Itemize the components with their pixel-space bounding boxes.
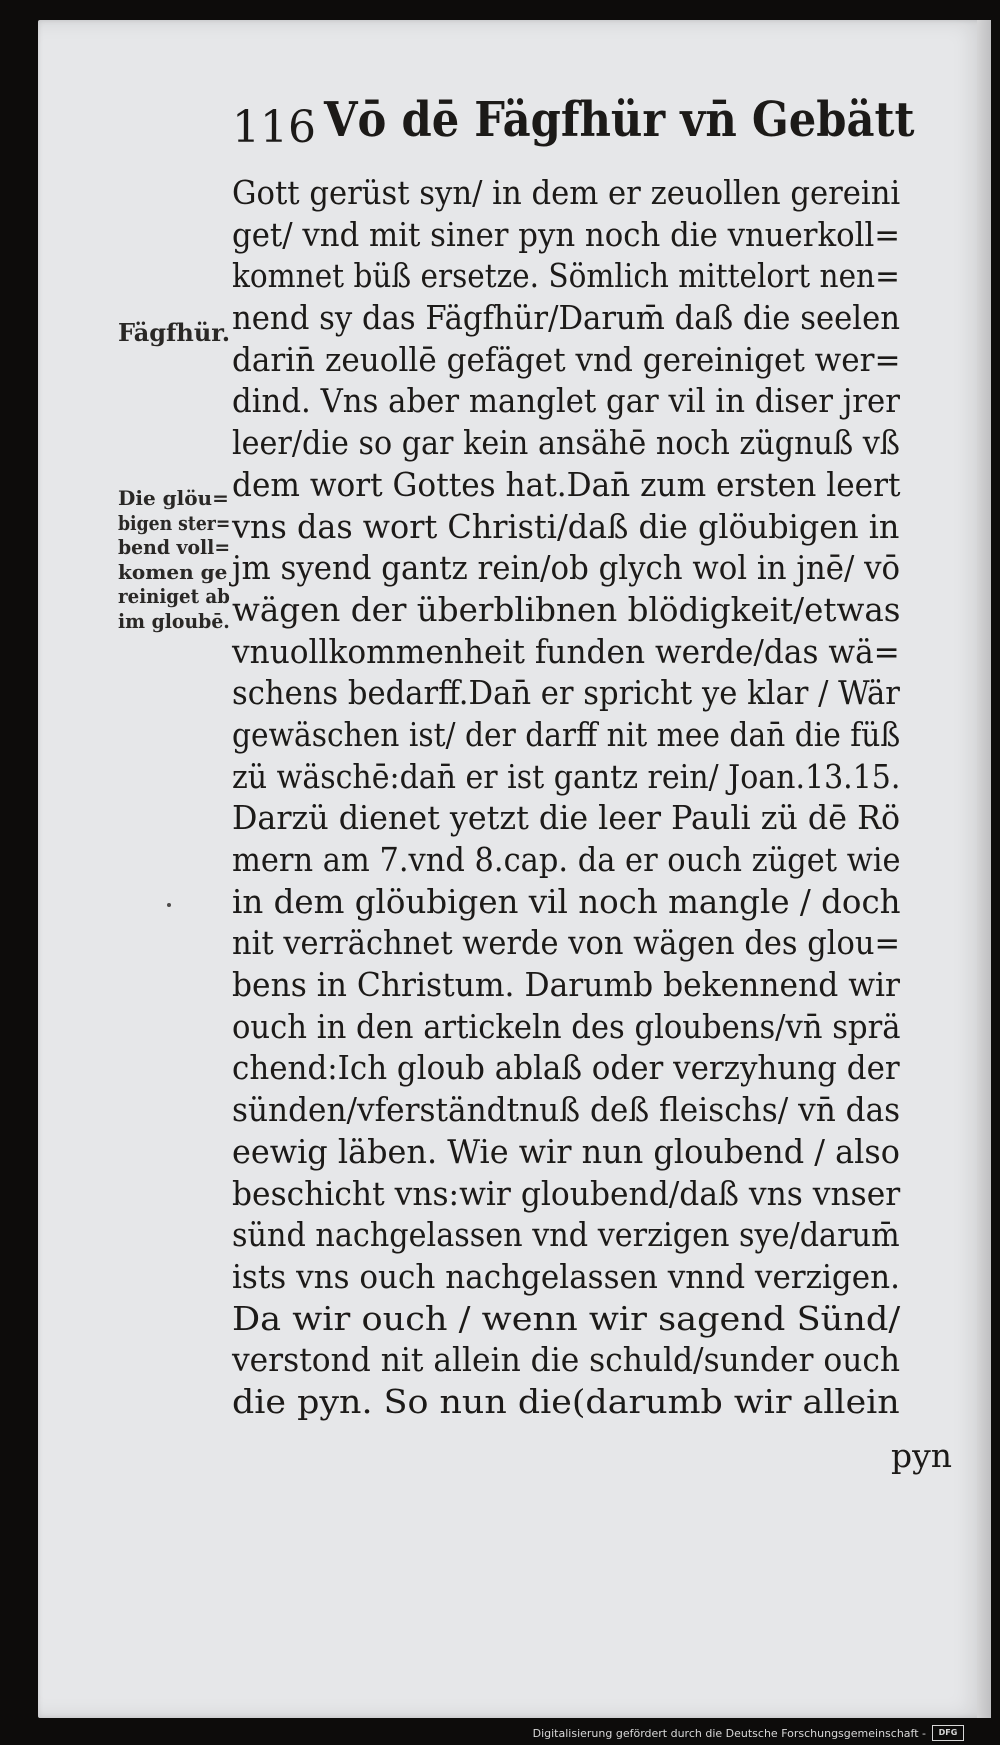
- text-line: die pyn. So nun die(darumb wir allein: [232, 1381, 900, 1421]
- page-edge: [977, 20, 991, 1718]
- page-number: 116: [232, 102, 316, 153]
- dfg-logo-icon: DFG: [932, 1725, 964, 1741]
- text-line: dind. Vns aber manglet gar vil in diser jrer: [232, 381, 900, 421]
- marginal-note-line: reiniget ab: [118, 584, 230, 608]
- digitization-credit: [533, 1723, 964, 1743]
- text-line: Gott gerüst syn/ in dem er zeuollen gereini: [232, 173, 901, 212]
- text-line: beschicht vns:wir gloubend/daß vns vnser: [232, 1173, 901, 1213]
- text-line: mern am 7.vnd 8.cap. da er ouch züget wie: [232, 840, 901, 879]
- running-title: Vō dē Fägfhür vn̄ Gebätt: [324, 92, 915, 148]
- page-header: [232, 92, 922, 166]
- text-line: get/ vnd mit siner pyn noch die vnuerkoll=: [232, 214, 901, 254]
- text-line: gewäschen ist/ der darff nit mee dan̄ die füß: [232, 714, 901, 754]
- text-line: eewig läben. Wie wir nun gloubend / also: [232, 1131, 900, 1171]
- text-line: jm syend gantz rein/ob glych wol in jnē/ vō: [232, 548, 901, 588]
- marginal-note-line: im gloubē.: [118, 608, 230, 633]
- text-line: vnuollkommenheit funden werde/das wä=: [232, 631, 900, 671]
- text-line: sünd nachgelassen vnd verzigen sye/darum̄: [232, 1215, 900, 1255]
- catchword: pyn: [891, 1436, 953, 1475]
- ink-speck: [167, 903, 171, 907]
- text-line: wägen der überblibnen blödigkeit/etwas: [232, 589, 901, 629]
- credit-text: Digitalisierung gefördert durch die Deutsche Forschungsgemeinschaft -: [532, 1726, 926, 1740]
- marginal-note-glaeubigen: [118, 486, 248, 633]
- text-line: nend sy das Fägfhür/Darum̄ daß die seelen: [232, 298, 901, 338]
- text-line: bens in Christum. Darumb bekennend wir: [232, 965, 901, 1005]
- marginal-note-line: bend voll=: [118, 535, 231, 559]
- text-line: verstond nit allein die schuld/sunder ouch: [232, 1340, 901, 1380]
- text-line: in dem glöubigen vil noch mangle / doch: [232, 881, 901, 921]
- text-line: vns das wort Christi/daß die glöubigen in: [232, 506, 900, 546]
- text-line: Darzü dienet yetzt die leer Pauli zü dē Rö: [232, 798, 901, 838]
- body-text: [232, 172, 932, 1423]
- text-line: nit verrächnet werde von wägen des glou=: [232, 923, 901, 963]
- text-line: schens bedarff.Dan̄ er spricht ye klar / Wär: [232, 673, 900, 713]
- text-line: ists vns ouch nachgelassen vnnd verzigen.: [232, 1256, 900, 1296]
- marginal-note-line: bigen ster=: [118, 510, 231, 535]
- text-line: chend:Ich gloub ablaß oder verzyhung der: [232, 1048, 900, 1088]
- marginal-note-line: Die glöu=: [118, 486, 229, 510]
- text-line: Da wir ouch / wenn wir sagend Sünd/: [232, 1298, 901, 1338]
- text-line: darin̄ zeuollē gefäget vnd gereiniget wer=: [232, 339, 901, 379]
- text-line: zü wäschē:dan̄ er ist gantz rein/ Joan.13.15.: [232, 756, 901, 796]
- marginal-note-fegfeuer: [118, 318, 230, 347]
- text-line: sünden/vferständtnuß deß fleischs/ vn̄ das: [232, 1090, 901, 1130]
- text-line: komnet büß ersetze. Sömlich mittelort nen=: [232, 256, 900, 296]
- marginal-note-line: komen ge: [118, 559, 228, 584]
- marginal-note-line: Fägfhür.: [118, 318, 231, 347]
- text-line: dem wort Gottes hat.Dan̄ zum ersten leert: [232, 464, 901, 504]
- text-line: leer/die so gar kein ansähē noch zügnuß vß: [232, 423, 900, 463]
- text-line: ouch in den artickeln des gloubens/vn̄ sprä: [232, 1006, 901, 1046]
